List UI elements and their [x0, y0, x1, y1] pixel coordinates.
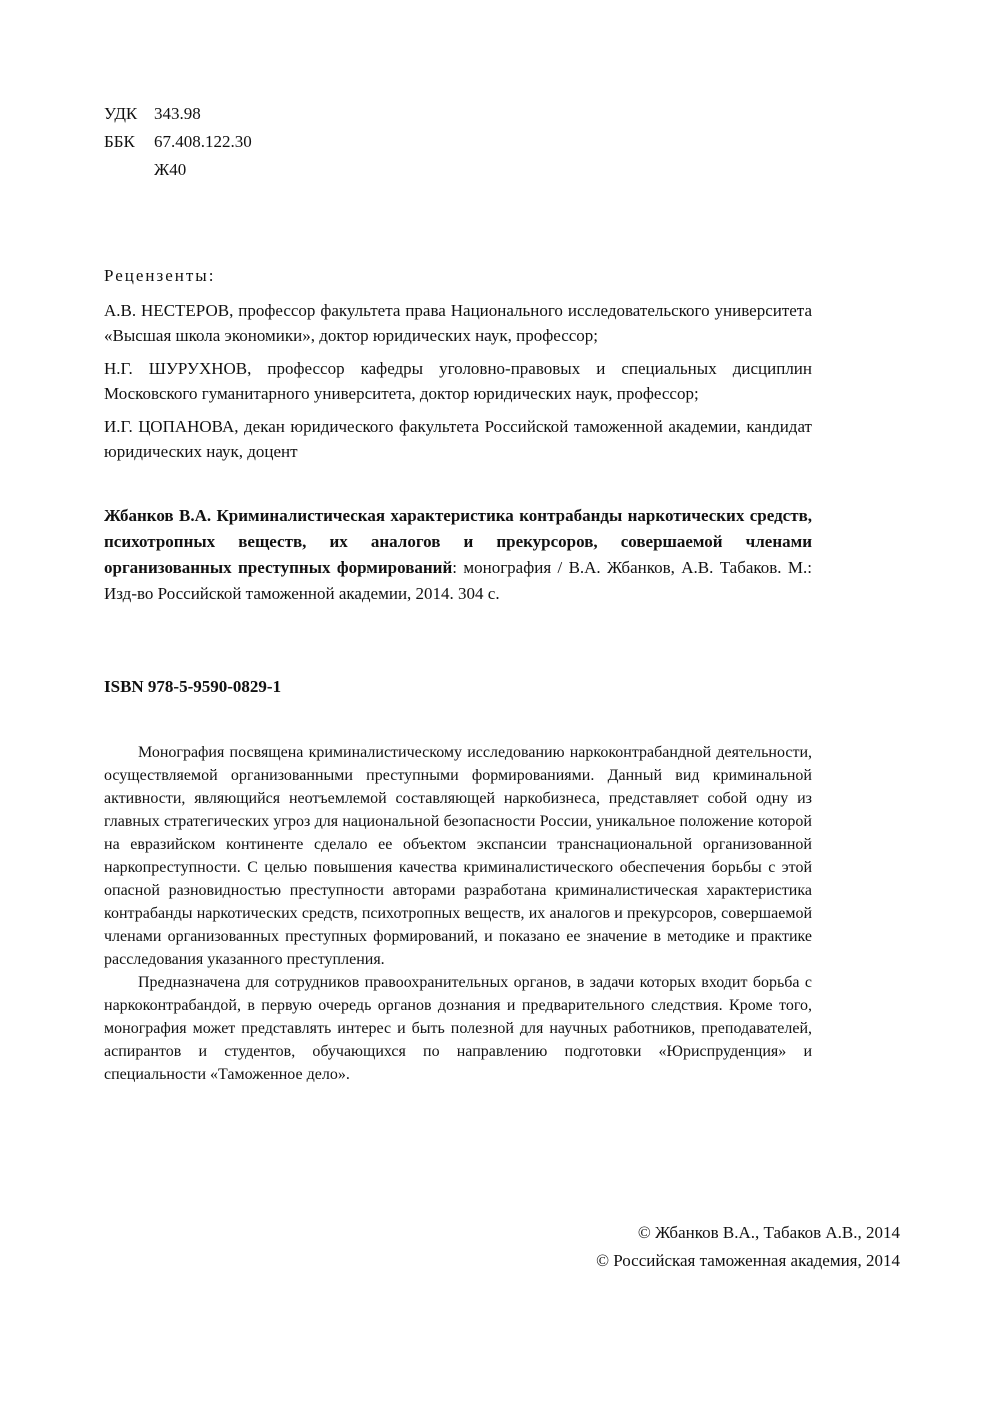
reviewer-shurukhnov: Н.Г. ШУРУХНОВ, профессор кафедры уголовно-правовых и специальных дисциплин Московского гуманитарного университета, доктор юридических наук, профессор; [104, 359, 812, 403]
bibliographic-title: Жбанков В.А. Криминалистическая характеристика контрабанды наркотических средств, психотропных веществ, их аналогов и прекурсоров, совершаемой членами организованных преступных формирований [104, 506, 812, 577]
udk-value: 343.98 [154, 104, 201, 123]
author-mark-row [104, 156, 252, 184]
copyright-block [596, 1219, 900, 1275]
reviewers-heading: Рецензенты: [104, 266, 216, 285]
annotation-paragraph: Предназначена для сотрудников правоохранительных органов, в задачи которых входит борьба с наркоконтрабандой, в первую очередь органов дознания и предварительного следствия. Кроме того, монография может представлять интерес и быть полезной для научных работников, преподавателей, аспирантов и студентов, обучающихся по направлению подготовки «Юриспруденция» и специальности «Таможенное дело». [104, 974, 812, 1083]
reviewer-tsopanova: И.Г. ЦОПАНОВА, декан юридического факультета Российской таможенной академии, кандидат юридических наук, доцент [104, 417, 812, 461]
reviewers-section [104, 262, 812, 472]
udk-row [104, 100, 252, 128]
bbk-label: ББК [104, 132, 135, 151]
author-mark: Ж40 [154, 160, 187, 179]
isbn: ISBN 978-5-9590-0829-1 [104, 677, 282, 696]
bibliographic-entry [104, 503, 812, 607]
annotation-paragraph: Монография посвящена криминалистическому исследованию наркоконтрабандной деятельности, осуществляемой организованными преступными формированиями. Данный вид криминальной активности, являющийся неотъемлемой составляющей наркобизнеса, представляет собой одну из главных стратегических угроз для национальной безопасности России, уникальное положение которой на евразийском континенте сделало ее объектом экспансии транснациональной организованной наркопреступности. С целью повышения качества криминалистического обеспечения борьбы с этой опасной разновидностью преступности авторами разработана криминалистическая характеристика контрабанды наркотических средств, психотропных веществ, их аналогов и прекурсоров, совершаемой членами организованных преступных формирований, и показано ее значение в методике и практике расследования указанного преступления. [104, 744, 812, 968]
annotation [104, 741, 812, 1086]
bbk-value: 67.408.122.30 [154, 132, 252, 151]
udk-label: УДК [104, 104, 138, 123]
copyright-publisher: © Российская таможенная академия, 2014 [596, 1251, 900, 1270]
copyright-authors: © Жбанков В.А., Табаков А.В., 2014 [637, 1223, 900, 1242]
bbk-row [104, 128, 252, 156]
classification-block [104, 100, 252, 184]
bibliographic-details: : монография / В.А. Жбанков, А.В. Табаков. М.: Изд-во Российской таможенной академии, 2014. 304 с. [104, 558, 812, 603]
reviewer-nesterov: А.В. НЕСТЕРОВ, профессор факультета права Национального исследовательского университета «Высшая школа экономики», доктор юридических наук, профессор; [104, 301, 812, 345]
